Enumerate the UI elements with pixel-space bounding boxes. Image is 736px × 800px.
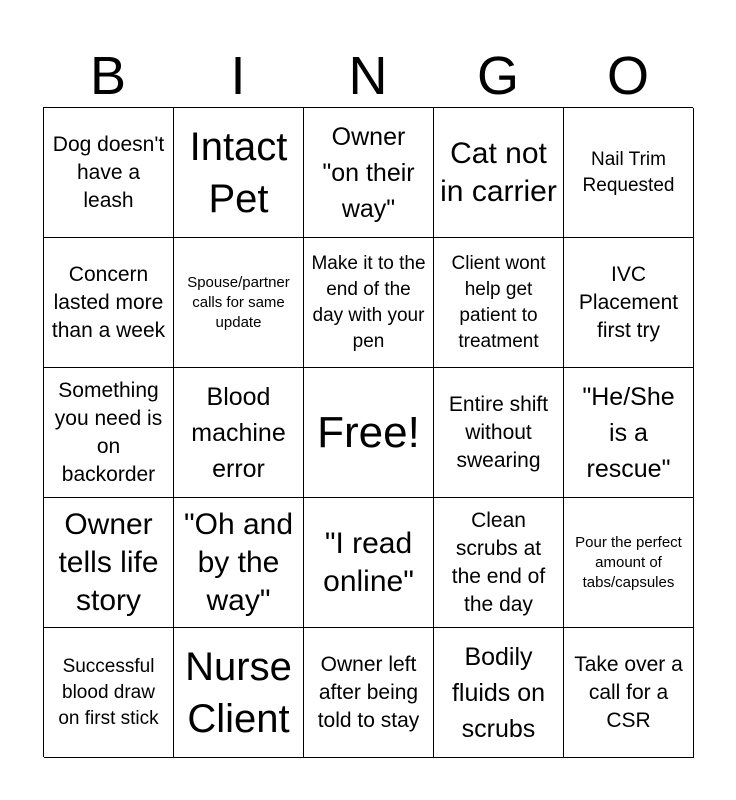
cell-label: Entire shift without swearing — [448, 392, 549, 472]
bingo-cell-r2c1[interactable] — [44, 238, 174, 368]
bingo-cell-r1c4[interactable] — [434, 108, 564, 238]
cell-label: Owner left after being told to stay — [317, 652, 420, 732]
bingo-cell-r2c5[interactable] — [564, 238, 694, 368]
bingo-cell-r3c2[interactable] — [174, 368, 304, 498]
bingo-cell-r1c3[interactable] — [304, 108, 434, 238]
cell-label: Nail Trim Requested — [582, 148, 675, 196]
bingo-cell-r5c5[interactable] — [564, 628, 694, 758]
bingo-cell-r5c2[interactable] — [174, 628, 304, 758]
free-space-label: Free! — [317, 407, 420, 457]
cell-label: Take over a call for a CSR — [574, 652, 683, 732]
cell-label: Something you need is on backorder — [54, 378, 163, 486]
cell-label: Cat not in carrier — [440, 136, 557, 208]
cell-label: Intact Pet — [189, 124, 288, 221]
header-letter-i: I — [230, 46, 246, 106]
cell-label: Pour the perfect amount of tabs/capsules — [575, 533, 682, 591]
cell-label: Client wont help get patient to treatment — [451, 252, 546, 352]
cell-label: "I read online" — [323, 526, 414, 598]
cell-label: Blood machine error — [191, 382, 286, 483]
cell-label: Owner "on their way" — [322, 122, 415, 223]
header-letter-n: N — [348, 46, 388, 106]
bingo-cell-r5c3[interactable] — [304, 628, 434, 758]
bingo-cell-r3c4[interactable] — [434, 368, 564, 498]
bingo-cell-r5c1[interactable] — [44, 628, 174, 758]
header-letter-b: B — [89, 46, 127, 106]
cell-label: Successful blood draw on first stick — [58, 655, 159, 729]
bingo-cell-r3c3[interactable] — [304, 368, 434, 498]
bingo-cell-r4c2[interactable] — [174, 498, 304, 628]
cell-label: Dog doesn't have a leash — [52, 132, 165, 212]
cell-label: Clean scrubs at the end of the day — [451, 508, 546, 616]
header-letter-o: O — [606, 46, 649, 106]
cell-label: Nurse Client — [185, 644, 292, 741]
bingo-board — [43, 107, 693, 757]
bingo-cell-r4c1[interactable] — [44, 498, 174, 628]
bingo-cell-r2c2[interactable] — [174, 238, 304, 368]
header-letter-g: G — [476, 46, 519, 106]
bingo-cell-r4c4[interactable] — [434, 498, 564, 628]
bingo-cell-r1c2[interactable] — [174, 108, 304, 238]
cell-label: Bodily fluids on scrubs — [451, 642, 546, 743]
bingo-cell-r3c1[interactable] — [44, 368, 174, 498]
bingo-cell-r5c4[interactable] — [434, 628, 564, 758]
cell-label: Spouse/partner calls for same update — [187, 273, 290, 331]
cell-label: Concern lasted more than a week — [51, 262, 166, 342]
bingo-cell-r4c3[interactable] — [304, 498, 434, 628]
bingo-cell-r1c1[interactable] — [44, 108, 174, 238]
cell-label: IVC Placement first try — [578, 262, 679, 342]
bingo-cell-r2c4[interactable] — [434, 238, 564, 368]
bingo-cell-r1c5[interactable] — [564, 108, 694, 238]
cell-label: "Oh and by the way" — [183, 507, 294, 617]
bingo-cell-r4c5[interactable] — [564, 498, 694, 628]
bingo-cell-r2c3[interactable] — [304, 238, 434, 368]
cell-label: Owner tells life story — [58, 507, 159, 617]
bingo-header — [43, 44, 693, 108]
cell-label: Make it to the end of the day with your pen — [311, 252, 426, 352]
cell-label: "He/She is a rescue" — [582, 382, 675, 483]
bingo-cell-r3c5[interactable] — [564, 368, 694, 498]
